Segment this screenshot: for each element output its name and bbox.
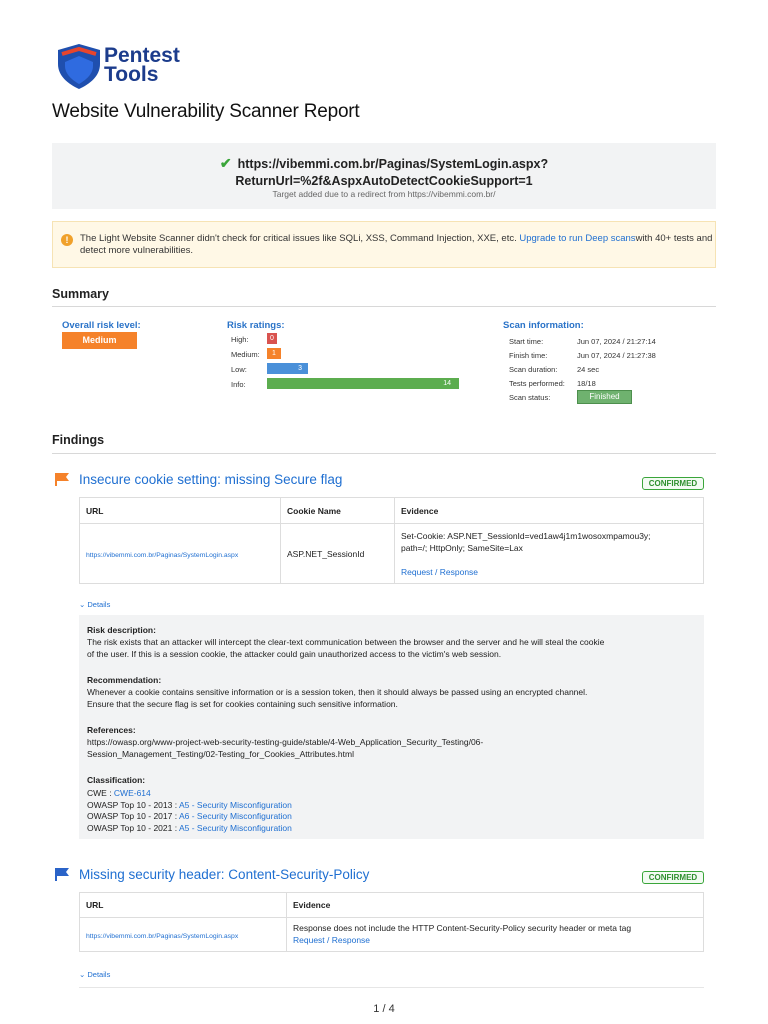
confirmed-badge: CONFIRMED <box>642 477 704 490</box>
classification-list <box>87 788 697 834</box>
target-url-line2: ReturnUrl=%2f&AspxAutoDetectCookieSupport=1 <box>235 174 533 188</box>
upgrade-link[interactable]: Upgrade to run Deep scans <box>519 233 636 244</box>
evidence-line1: Response does not include the HTTP Content-Security-Policy security header or meta tag <box>293 923 632 933</box>
warning-text-tail: with 40+ tests and detect more vulnerabilities. <box>80 233 713 256</box>
details-panel <box>79 615 704 839</box>
check-icon: ✔ <box>219 155 232 171</box>
reference-l2: Session_Management_Testing/02-Testing_for_Cookies_Attributes.html <box>87 748 354 759</box>
scan-status-badge: Finished <box>577 390 632 404</box>
references-heading: References: <box>87 725 136 735</box>
table-row <box>80 524 704 584</box>
overall-risk-badge: Medium <box>62 332 137 349</box>
recommendation-l2: Ensure that the secure flag is set for cookies containing such sensitive information. <box>87 698 398 709</box>
warning-text-main: The Light Website Scanner didn't check for critical issues like SQLi, XSS, Command Injection, XXE, etc. <box>80 233 517 244</box>
details-divider <box>79 987 704 988</box>
classification-link[interactable]: A5 - Security Misconfiguration <box>178 799 292 810</box>
evidence-line1: Set-Cookie: ASP.NET_SessionId=ved1aw4j1m1wosoxmpamou3y; <box>401 530 651 541</box>
finding-url-link[interactable]: https://vibemmi.com.br/Paginas/SystemLogin.aspx <box>86 932 239 940</box>
classification-item <box>87 800 697 812</box>
col-url: URL <box>80 498 281 524</box>
table-row <box>80 918 704 952</box>
warning-banner <box>52 221 716 268</box>
shield-icon <box>56 42 102 90</box>
confirmed-badge: CONFIRMED <box>642 871 704 884</box>
col-evidence: Evidence <box>287 893 704 918</box>
risk-rating-label: Medium: <box>231 350 260 359</box>
evidence-line2: path=/; HttpOnly; SameSite=Lax <box>401 542 523 553</box>
details-toggle[interactable] <box>79 600 110 609</box>
target-url <box>52 155 716 190</box>
classification-link[interactable]: CWE-614 <box>113 788 151 798</box>
classification-item <box>87 823 697 835</box>
classification-key: OWASP Top 10 - 2017 : <box>87 811 179 821</box>
request-response-link[interactable]: Request / Response <box>401 566 479 577</box>
chevron-down-icon: ⌄ <box>79 970 86 979</box>
brand-line1: Pentest <box>104 44 180 67</box>
classification-link[interactable]: A6 - Security Misconfiguration <box>178 811 292 821</box>
brand-line2: Tools <box>104 63 159 86</box>
finding-table <box>79 497 704 584</box>
risk-rating-label: Info: <box>231 380 246 389</box>
scan-info-label: Scan status: <box>509 393 551 402</box>
risk-rating-label: High: <box>231 335 249 344</box>
details-toggle[interactable] <box>79 970 110 979</box>
risk-description-l2: of the user. If this is a session cookie, the attacker could gain unauthorized access to the victim's web session. <box>87 648 502 659</box>
finding-url-link[interactable]: https://vibemmi.com.br/Paginas/SystemLogin.aspx <box>86 551 239 559</box>
target-panel <box>52 143 716 209</box>
target-url-line1: https://vibemmi.com.br/Paginas/SystemLogin.aspx? <box>237 157 549 171</box>
findings-divider <box>52 453 716 454</box>
summary-heading: Summary <box>52 287 109 301</box>
finding-title[interactable]: Missing security header: Content-Security-Policy <box>79 867 370 882</box>
request-response-link[interactable]: Request / Response <box>293 934 371 945</box>
details-label: Details <box>87 600 111 609</box>
recommendation-heading: Recommendation: <box>87 675 162 685</box>
scan-info-label: Finish time: <box>509 351 548 360</box>
risk-description-l1: The risk exists that an attacker will intercept the clear-text communication between the browser and the server and he will steal the cookie <box>87 637 605 647</box>
scan-info-value: Jun 07, 2024 / 21:27:38 <box>577 351 656 360</box>
classification-key: OWASP Top 10 - 2013 : <box>87 799 179 810</box>
scan-info-value: 24 sec <box>577 365 600 374</box>
overall-risk-label: Overall risk level: <box>62 320 141 331</box>
warning-text <box>80 233 720 257</box>
scan-info-label: Scan duration: <box>509 365 558 374</box>
warning-icon: ! <box>61 234 73 246</box>
classification-heading: Classification: <box>87 775 146 785</box>
risk-rating-bar: 0 <box>267 333 277 344</box>
recommendation <box>87 687 697 710</box>
target-note: Target added due to a redirect from https://vibemmi.com.br/ <box>272 189 496 199</box>
scan-info-label: Scan information: <box>503 320 584 331</box>
risk-rating-bar: 1 <box>267 348 281 359</box>
page-title: Website Vulnerability Scanner Report <box>52 101 360 122</box>
col-url: URL <box>80 893 287 918</box>
col-evidence: Evidence <box>395 498 704 524</box>
risk-rating-label: Low: <box>231 365 247 374</box>
scan-info-label: Start time: <box>509 337 544 346</box>
scan-info-label: Tests performed: <box>509 379 565 388</box>
flag-icon <box>55 868 70 881</box>
col-cookie-name: Cookie Name <box>281 498 395 524</box>
risk-description-heading: Risk description: <box>87 625 156 635</box>
scan-info-value: 18/18 <box>577 379 596 388</box>
page-number: 1 / 4 <box>373 1003 395 1015</box>
risk-ratings-label: Risk ratings: <box>227 320 285 331</box>
risk-rating-bar: 14 <box>267 378 459 389</box>
classification-link[interactable]: A5 - Security Misconfiguration <box>178 822 292 833</box>
classification-key: CWE : <box>87 788 114 798</box>
chevron-down-icon: ⌄ <box>79 600 86 609</box>
findings-heading: Findings <box>52 433 105 447</box>
reference-link[interactable] <box>87 737 697 760</box>
reference-l1: https://owasp.org/www-project-web-security-testing-guide/stable/4-Web_Application_Security_Testing/06- <box>87 737 484 747</box>
cookie-name: ASP.NET_SessionId <box>281 524 395 584</box>
summary-divider <box>52 306 716 307</box>
finding-title[interactable]: Insecure cookie setting: missing Secure flag <box>79 472 343 487</box>
classification-item <box>87 788 697 800</box>
flag-icon <box>55 473 70 486</box>
risk-description <box>87 637 697 660</box>
classification-key: OWASP Top 10 - 2021 : <box>87 822 179 833</box>
recommendation-l1: Whenever a cookie contains sensitive information or is a session token, then it should always be passed using an encrypted channel. <box>87 687 588 697</box>
brand-logo <box>56 42 206 88</box>
details-label: Details <box>87 970 111 979</box>
finding-table <box>79 892 704 952</box>
risk-rating-bar: 3 <box>267 363 308 374</box>
scan-info-value: Jun 07, 2024 / 21:27:14 <box>577 337 656 346</box>
classification-item <box>87 811 697 823</box>
